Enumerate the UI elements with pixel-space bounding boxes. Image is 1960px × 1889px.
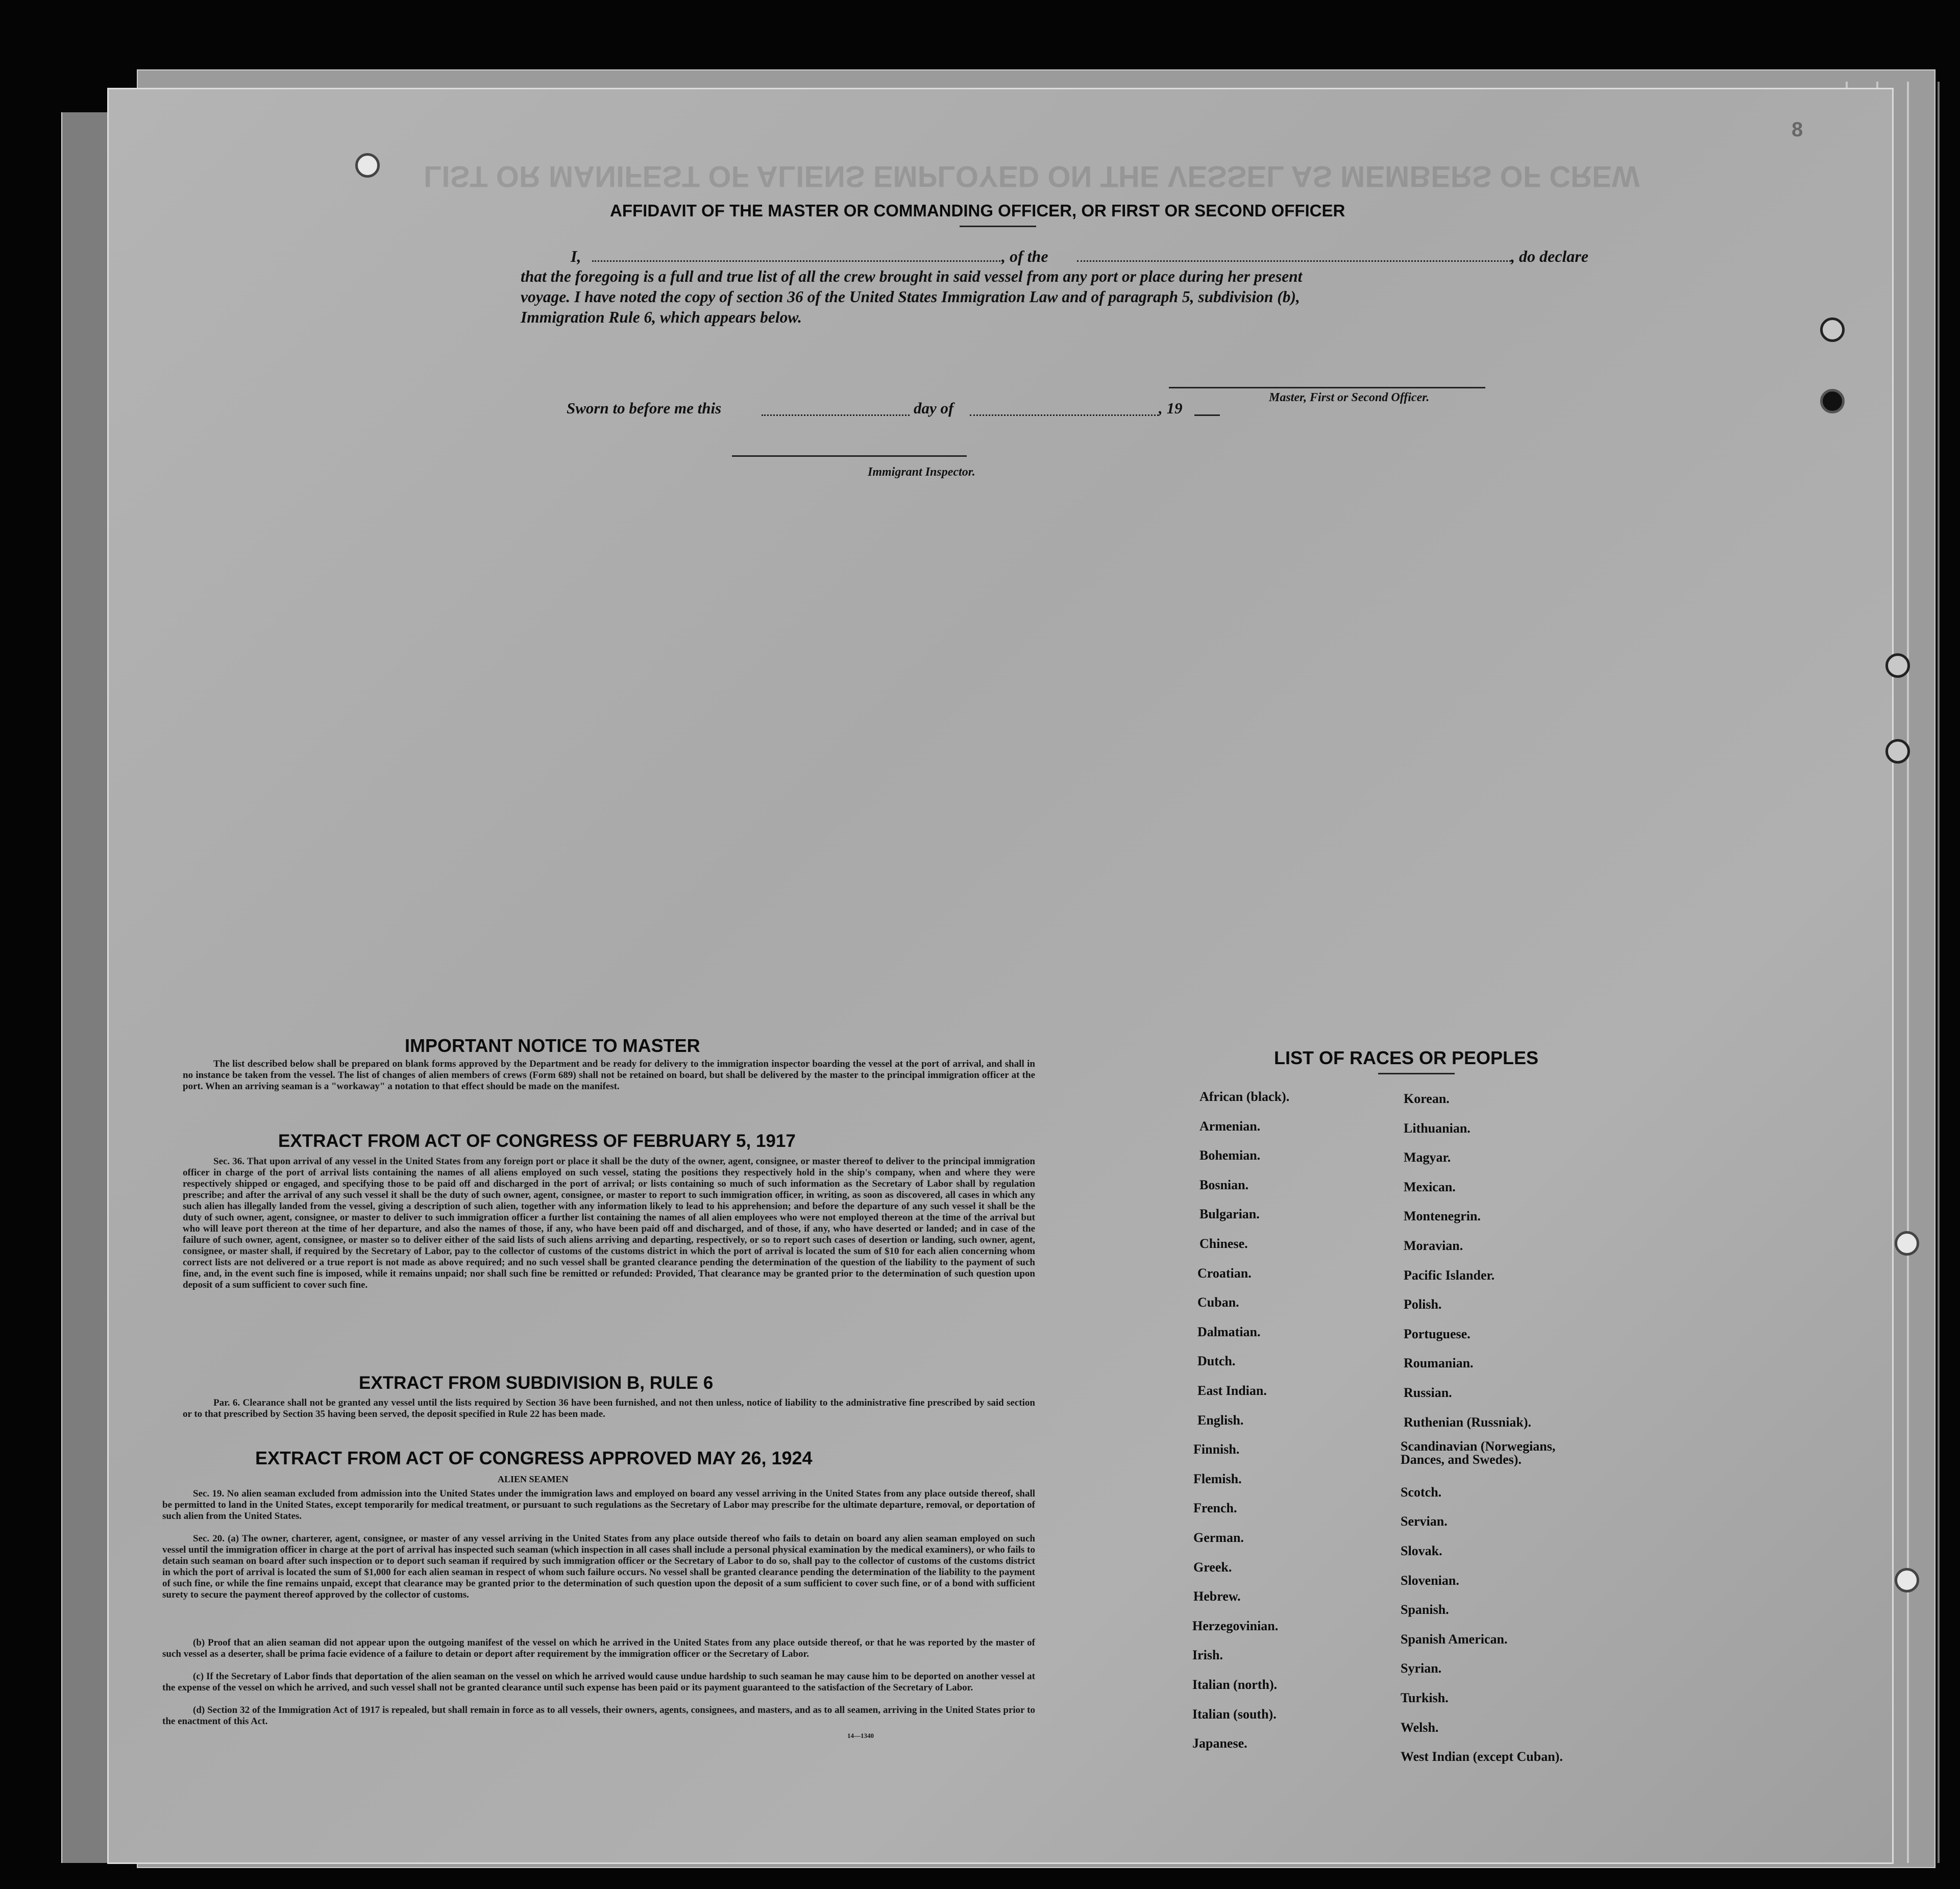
punch-hole-top-left [355, 153, 380, 178]
race-item: Roumanian. [1404, 1356, 1474, 1371]
affidavit-line1-end: , do declare [1511, 247, 1588, 265]
race-item: French. [1193, 1501, 1237, 1516]
inspector-signature-line[interactable] [732, 455, 967, 457]
race-item: Finnish. [1193, 1442, 1240, 1457]
affidavit-line2: that the foregoing is a full and true list of all the crew brought in said vessel from any port or place during her present [521, 267, 1303, 285]
punch-hole-right-2 [1820, 389, 1845, 413]
race-item: Cuban. [1197, 1295, 1239, 1310]
race-item: Korean. [1404, 1091, 1450, 1106]
race-item: Pacific Islander. [1404, 1267, 1495, 1283]
race-item: Flemish. [1193, 1471, 1242, 1486]
sworn-day-label: day of [914, 399, 954, 417]
race-item: Herzegovinian. [1192, 1618, 1279, 1633]
name-field[interactable] [592, 260, 1000, 262]
race-item: Spanish American. [1401, 1631, 1508, 1647]
extract-1924-sec19: Sec. 19. No alien seaman excluded from admission into the United States under the immigration laws and employed on board any vessel arriving in the United States from any place outside thereof, shall be permitted to land in the United States, except temporarily for medical treatment, or pursuant to such regulations as the Secretary of Labor may prescribe for the ultimate departure, removal, or deportation of such alien from the United States. [162, 1488, 1035, 1522]
extract-1924-sec20c: (c) If the Secretary of Labor finds that deportation of the alien seaman on the vessel on which he arrived would cause undue hardship to such seaman he may cause him to be deported on another vessel at the expense of the vessel on which he arrived, and such vessel shall not be granted clearance until such expense has been paid or its payment guaranteed to the satisfaction of the Secretary of Labor. [162, 1671, 1035, 1693]
affidavit-title-rule [960, 226, 1036, 227]
race-item: Syrian. [1401, 1661, 1442, 1676]
race-item: Hebrew. [1193, 1589, 1241, 1604]
races-title: LIST OF RACES OR PEOPLES [1274, 1047, 1539, 1068]
race-item: Greek. [1193, 1559, 1232, 1575]
bleed-through-heading: LIST OR MANIFEST OF ALIENS EMPLOYED ON THE VESSEL AS MEMBERS OF CREW [424, 160, 1640, 193]
extract-1924-subtitle: ALIEN SEAMEN [498, 1474, 569, 1484]
extract-1924-title: EXTRACT FROM ACT OF CONGRESS APPROVED MAY 26, 1924 [255, 1448, 813, 1468]
race-item: Slovenian. [1401, 1573, 1459, 1588]
sworn-year-field[interactable] [1194, 414, 1220, 416]
race-item: Turkish. [1401, 1690, 1449, 1705]
inspector-caption: Immigrant Inspector. [868, 465, 975, 479]
punch-hole-right-6 [1895, 1568, 1919, 1592]
race-item: East Indian. [1197, 1383, 1267, 1398]
race-item: Slovak. [1401, 1543, 1442, 1558]
race-item: Magyar. [1404, 1150, 1451, 1165]
master-signature-caption: Master, First or Second Officer. [1269, 391, 1430, 404]
notice-body: The list described below shall be prepared on blank forms approved by the Department and be ready for delivery to the immigration inspector boarding the vessel at the port of arrival, and shall in no instance be taken from the vessel. The list of changes of alien members of crews (Form 689) shall not be retained on board, but shall be delivered by the master to the principal immigration officer at the port. When an arriving seaman is a "workaway" a notation to that effect should be made on the manifest. [183, 1059, 1035, 1092]
race-item: Welsh. [1401, 1720, 1439, 1735]
race-item: Bohemian. [1199, 1148, 1261, 1163]
punch-hole-right-5 [1895, 1231, 1919, 1256]
document-page [107, 88, 1894, 1864]
race-item: Lithuanian. [1404, 1120, 1471, 1136]
affidavit-line3: voyage. I have noted the copy of section 36 of the United States Immigration Law and of paragraph 5, subdivision (b), [521, 288, 1300, 306]
punch-hole-right-1 [1820, 317, 1845, 342]
race-item: Scandinavian (Norwegians, Dances, and Swedes). [1401, 1439, 1556, 1467]
form-number: 14—1340 [847, 1732, 874, 1739]
race-item: Bosnian. [1199, 1177, 1249, 1192]
race-item: Russian. [1404, 1385, 1452, 1400]
extract-1924-sec20a: Sec. 20. (a) The owner, charterer, agent, consignee, or master of any vessel arriving in the United States from any place outside thereof who fails to detain on board any alien seaman employed on such vessel until the immigration officer in charge at the port of arrival has inspected such seaman (which inspection in all cases shall include a personal physical examination by the medical examiners), or who fails to detain such seaman on board after such inspection or to deport such seaman if required by such immigration officer or the Secretary of Labor to do so, shall pay to the collector of customs of the customs district in which the port of arrival is located the sum of $1,000 for each alien seaman in respect of whom such failure occurs. No vessel shall be granted clearance pending the determination of the liability to the payment of such fine, or while the fine remains unpaid, except that clearance may be granted prior to the determination of such question upon the deposit of a sum sufficient to cover such fine, or of a bond with sufficient surety to secure the payment thereof approved by the collector of customs. [162, 1533, 1035, 1600]
race-item: Japanese. [1192, 1736, 1247, 1751]
sworn-day-field[interactable] [762, 414, 910, 416]
vessel-field[interactable] [1077, 260, 1511, 262]
race-item: Mexican. [1404, 1179, 1456, 1194]
extract-1917-body: Sec. 36. That upon arrival of any vessel in the United States from any foreign port or place it shall be the duty of the owner, agent, consignee, or master thereof to deliver to the principal immigration officer in charge of the port of arrival lists containing the names of all aliens employed on such vessel, stating the positions they respectively hold in the ship's company, when and where they were respectively shipped or engaged, and specifying those to be paid off and discharged in the port of arrival; or lists containing so much of such information as the Secretary of Labor shall by regulation prescribe; and after the arrival of any such vessel it shall be the duty of such owner, agent, consignee, or master to report to such immigration officer, in writing, as soon as discovered, all cases in which any such alien has illegally landed from the vessel, giving a description of such alien, together with any information likely to lead to his apprehension; and before the departure of any such vessel it shall be the duty of such owner, agent, consignee, or master to deliver to such immigration officer a further list containing the names of all alien employees who were not employed thereon at the time of the arrival but who will leave port thereon at the time of her departure, and also the names of those, if any, who have been paid off and discharged, and of those, if any, who have deserted or landed; and in case of the failure of such owner, agent, consignee, or master so to deliver either of the said lists of such aliens arriving and departing, respectively, or so to report such cases of desertion or landing, such owner, agent, consignee, or master shall, if required by the Secretary of Labor, pay to the collector of customs of the customs district in which the port of arrival is located the sum of $10 for each alien concerning whom correct lists are not delivered or a true report is not made as above required; and no such vessel shall be granted clearance pending the determination of the question of the liability to the payment of such fine, and, in the event such fine is imposed, while it remains unpaid; nor shall such fine be remitted or refunded: Provided, That clearance may be granted prior to the determination of such question upon deposit of a sum sufficient to cover such fine. [183, 1156, 1035, 1290]
punch-hole-right-4 [1885, 739, 1910, 764]
affidavit-line1-mid: , of the [1001, 247, 1048, 265]
race-item: Bulgarian. [1199, 1207, 1260, 1222]
punch-hole-right-3 [1885, 653, 1910, 678]
races-title-rule [1378, 1073, 1455, 1074]
race-item: Dutch. [1197, 1354, 1236, 1369]
affidavit-line1-prefix: I, [571, 247, 581, 265]
race-item: Italian (north). [1192, 1677, 1278, 1692]
race-item: German. [1193, 1530, 1244, 1545]
race-item: Armenian. [1199, 1118, 1261, 1134]
race-item: Portuguese. [1404, 1326, 1471, 1341]
extract-1924-sec20b: (b) Proof that an alien seaman did not appear upon the outgoing manifest of the vessel on which he arrived in the United States from any place outside thereof, or that he was reported by the master of such vessel as a deserter, shall be prima facie evidence of a failure to detain or deport after requirement by the immigration officer or the Secretary of Labor. [162, 1637, 1035, 1659]
race-item: Polish. [1404, 1297, 1442, 1312]
extract-1924-sec20d: (d) Section 32 of the Immigration Act of 1917 is repealed, but shall remain in force as to all vessels, their owners, agents, consignees, and masters, and as to all seamen, arriving in the United States prior to the enactment of this Act. [162, 1705, 1035, 1727]
race-item: West Indian (except Cuban). [1401, 1749, 1563, 1764]
extract-1917-title: EXTRACT FROM ACT OF CONGRESS OF FEBRUARY 5, 1917 [278, 1131, 796, 1151]
race-item: Scotch. [1401, 1484, 1442, 1500]
race-item: Dalmatian. [1197, 1324, 1261, 1339]
race-item: English. [1197, 1412, 1244, 1428]
notice-title: IMPORTANT NOTICE TO MASTER [405, 1035, 700, 1056]
sworn-year-label: , 19 [1159, 399, 1183, 417]
master-signature-line[interactable] [1169, 387, 1485, 388]
race-item: Italian (south). [1192, 1706, 1277, 1722]
extract-rule6-title: EXTRACT FROM SUBDIVISION B, RULE 6 [359, 1373, 714, 1393]
affidavit-line4: Immigration Rule 6, which appears below. [521, 308, 802, 326]
extract-rule6-body: Par. 6. Clearance shall not be granted any vessel until the lists required by Section 36 have been furnished, and not then unless, notice of liability to the administrative fine prescribed by said section or to that prescribed by Section 35 having been served, the deposit specified in Rule 22 has been made. [183, 1397, 1035, 1419]
race-item: African (black). [1199, 1089, 1290, 1104]
affidavit-title: AFFIDAVIT OF THE MASTER OR COMMANDING OFFICER, OR FIRST OR SECOND OFFICER [610, 201, 1345, 220]
race-item: Croatian. [1197, 1265, 1252, 1281]
sworn-prefix: Sworn to before me this [567, 399, 722, 417]
race-item: Spanish. [1401, 1602, 1449, 1617]
race-item: Montenegrin. [1404, 1209, 1481, 1224]
race-item: Ruthenian (Russniak). [1404, 1414, 1531, 1430]
race-item: Servian. [1401, 1514, 1448, 1529]
race-item: Moravian. [1404, 1238, 1463, 1253]
race-item: Irish. [1192, 1648, 1223, 1663]
sworn-month-field[interactable] [970, 414, 1159, 416]
corner-mark: 8 [1792, 118, 1803, 141]
race-item: Chinese. [1199, 1236, 1248, 1251]
